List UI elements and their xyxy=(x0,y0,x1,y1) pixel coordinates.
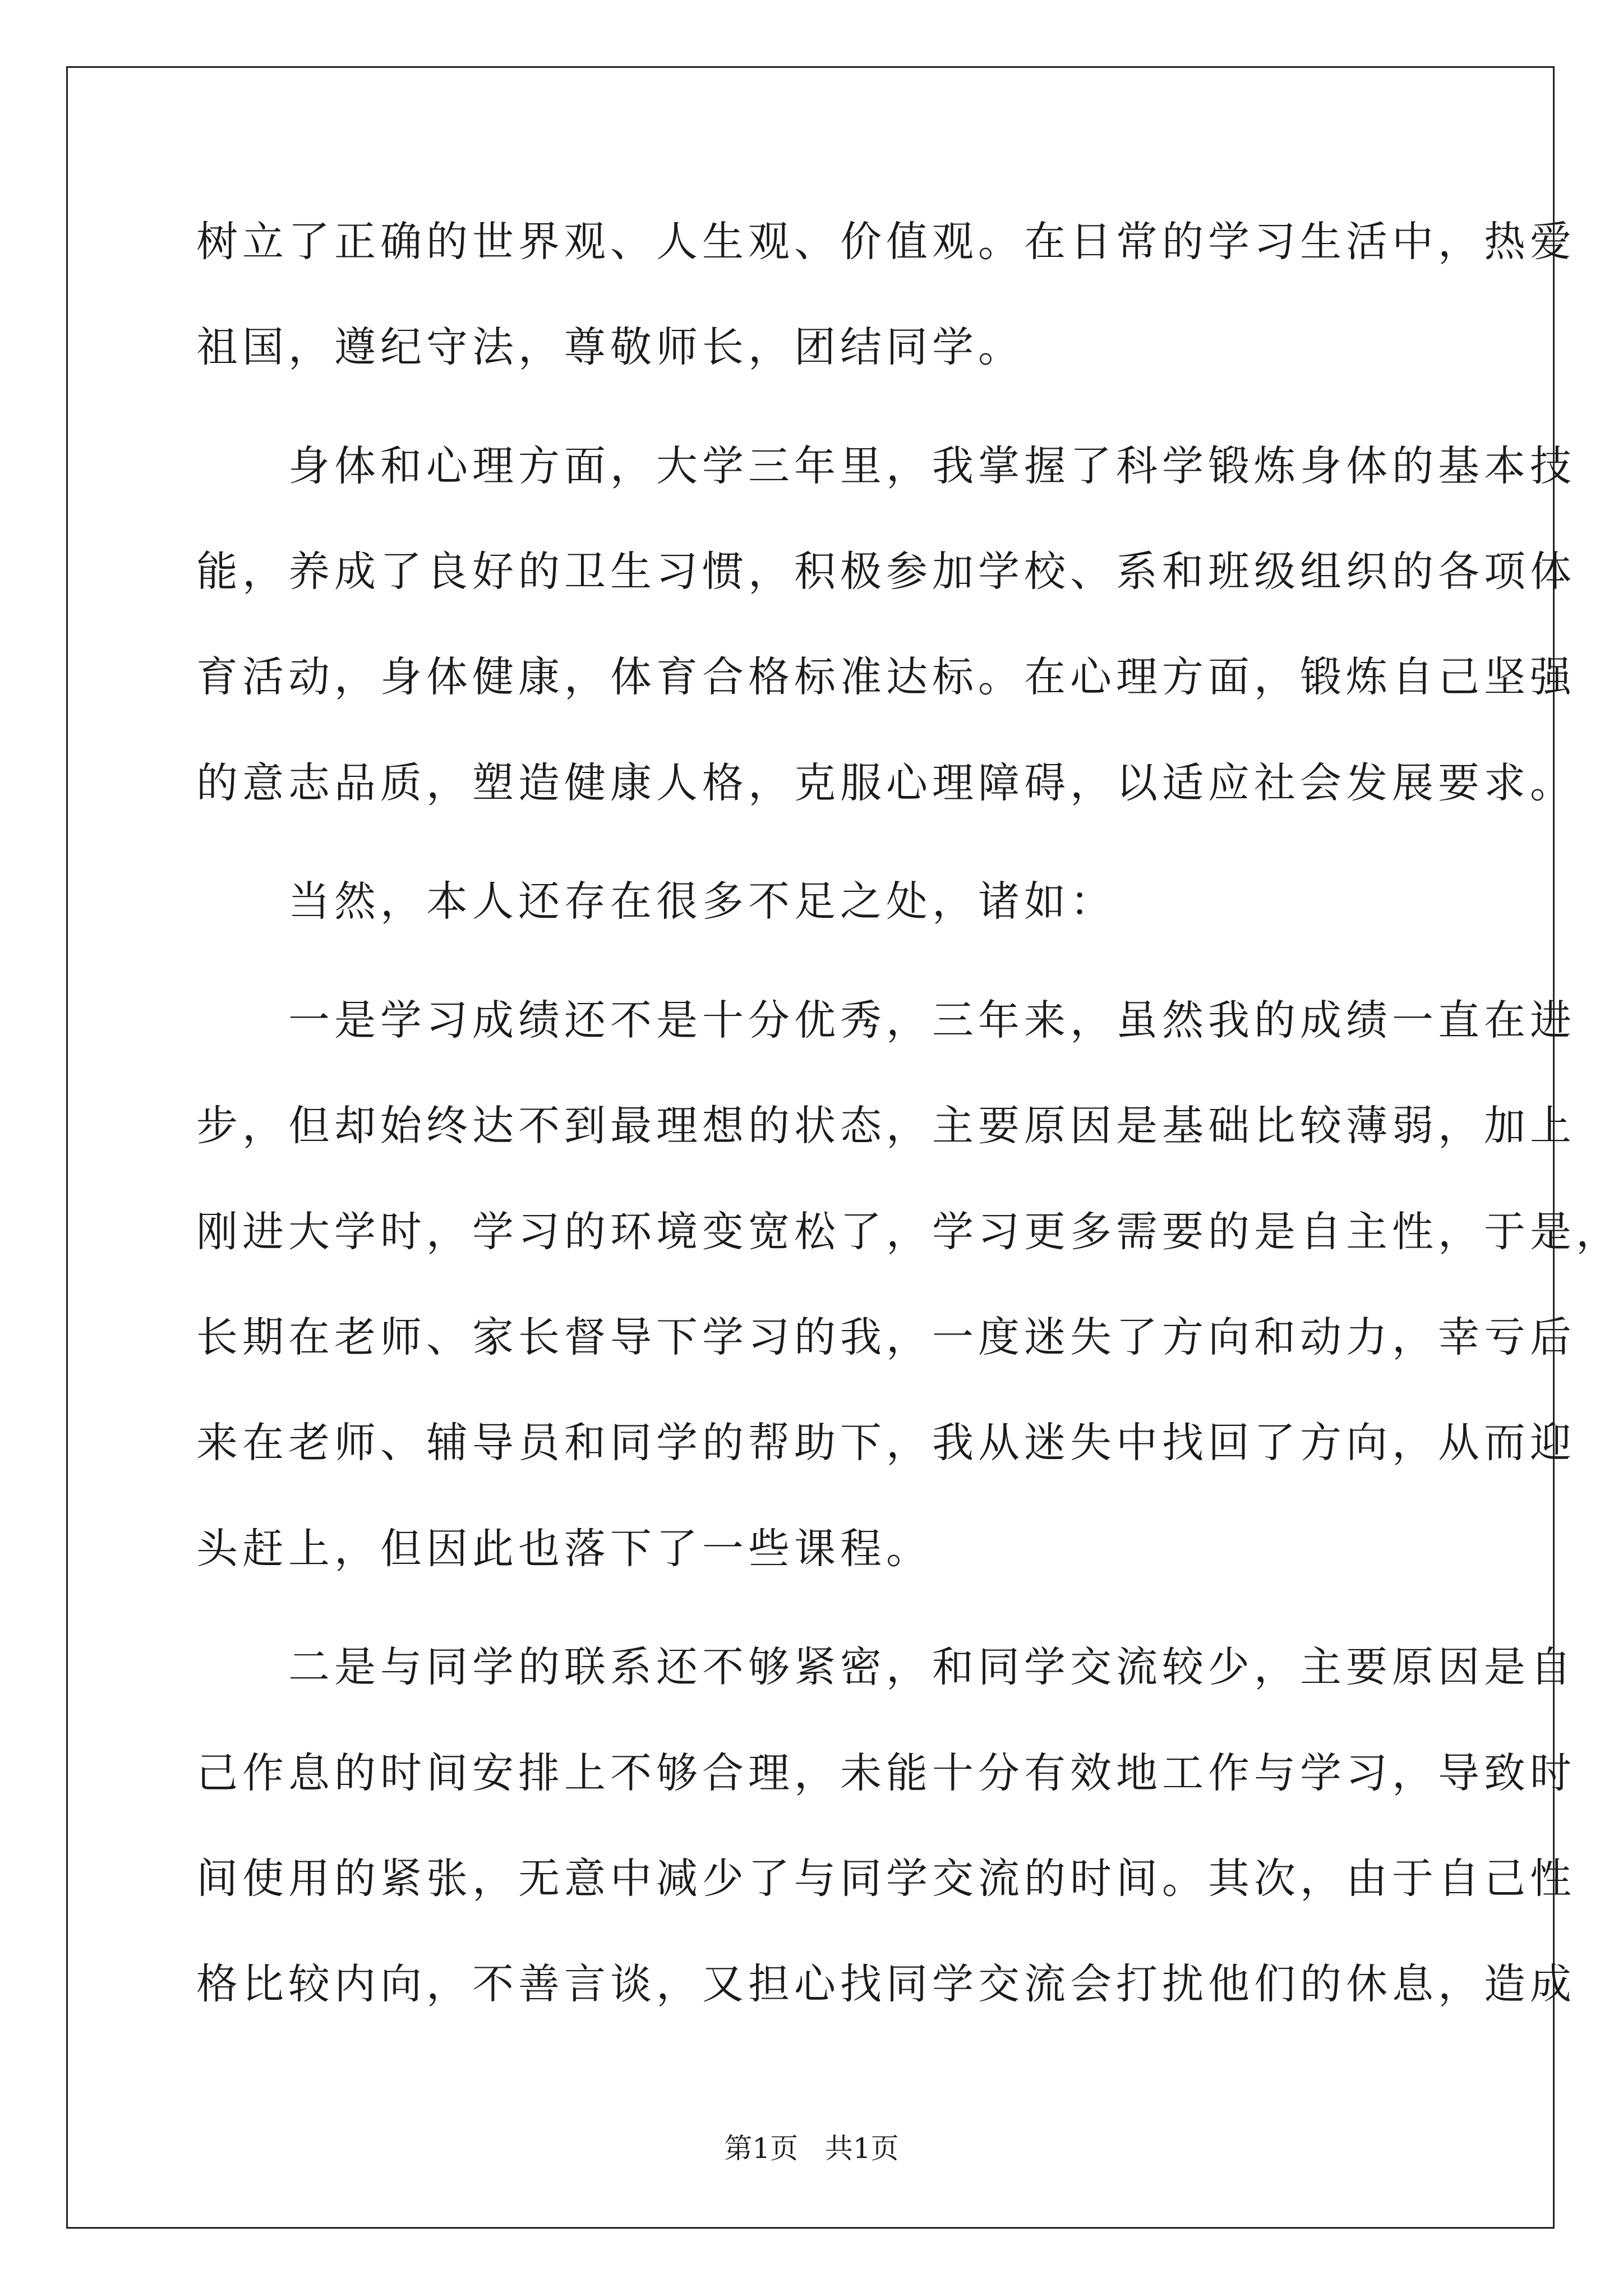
text-line: 间使用的紧张，无意中减少了与同学交流的时间。其次，由于自己性 xyxy=(196,1855,1576,1903)
text-line: 一是学习成绩还不是十分优秀，三年来，虽然我的成绩一直在进 xyxy=(196,996,1576,1045)
text-line: 来在老师、辅导员和同学的帮助下，我从迷失中找回了方向，从而迎 xyxy=(196,1419,1576,1467)
text-line: 长期在老师、家长督导下学习的我，一度迷失了方向和动力，幸亏后 xyxy=(196,1313,1576,1361)
text-line: 祖国，遵纪守法，尊敬师长，团结同学。 xyxy=(196,323,1024,371)
text-line: 己作息的时间安排上不够合理，未能十分有效地工作与学习，导致时 xyxy=(196,1749,1576,1797)
text-line: 身体和心理方面，大学三年里，我掌握了科学锻炼身体的基本技 xyxy=(196,442,1576,490)
text-line: 育活动，身体健康，体育合格标准达标。在心理方面，锻炼自己坚强 xyxy=(196,653,1576,701)
text-line: 头赶上，但因此也落下了一些课程。 xyxy=(196,1525,932,1573)
text-line: 当然，本人还存在很多不足之处，诸如： xyxy=(196,877,1116,926)
text-line: 的意志品质，塑造健康人格，克服心理障碍，以适应社会发展要求。 xyxy=(196,759,1576,807)
text-line: 格比较内向，不善言谈，又担心找同学交流会打扰他们的休息，造成 xyxy=(196,1960,1576,2008)
text-line: 能，养成了良好的卫生习惯，积极参加学校、系和班级组织的各项体 xyxy=(196,547,1576,596)
text-line: 刚进大学时，学习的环境变宽松了，学习更多需要的是自主性，于是， xyxy=(196,1208,1622,1256)
text-line: 树立了正确的世界观、人生观、价值观。在日常的学习生活中，热爱 xyxy=(196,218,1576,266)
text-line: 二是与同学的联系还不够紧密，和同学交流较少，主要原因是自 xyxy=(196,1643,1576,1691)
page-footer: 第1页 共1页 xyxy=(724,2132,899,2165)
text-line: 步，但却始终达不到最理想的状态，主要原因是基础比较薄弱，加上 xyxy=(196,1102,1576,1150)
